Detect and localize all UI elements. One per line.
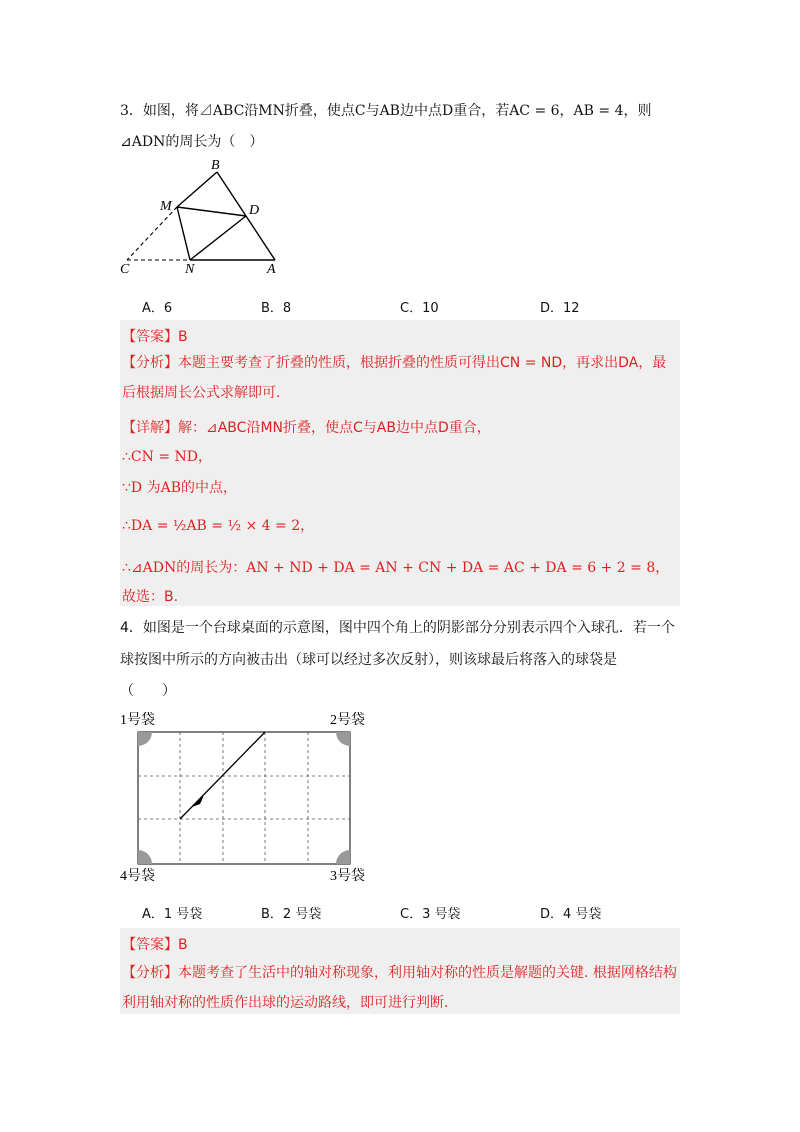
q3-detail-line6: 故选：B. xyxy=(122,589,179,605)
q4-analysis: 【分析】本题考查了生活中的轴对称现象，利用轴对称的性质是解题的关键. 根据网格结构利用轴对称的性质作出球的运动路线，即可进行判断. xyxy=(122,965,677,1011)
label-B: B xyxy=(211,158,220,173)
q3-detail-line4: ∴DA = ½AB = ½ × 4 = 2， xyxy=(122,518,315,534)
label-C: C xyxy=(120,262,130,277)
q3-detail-line1: 【详解】解：⊿ABC沿MN折叠，使点C与AB边中点D重合， xyxy=(122,420,491,436)
q4-option-b: B．2 号袋 xyxy=(261,907,322,922)
pocket-4-label: 4号袋 xyxy=(120,869,155,884)
label-N: N xyxy=(185,262,195,277)
q4-option-d: D．4 号袋 xyxy=(540,907,602,922)
q4-option-a: A．1 号袋 xyxy=(142,907,203,922)
pocket-2-label: 2号袋 xyxy=(330,713,365,728)
pocket-1-shape xyxy=(138,732,152,746)
q3-detail-line3: ∵D 为AB的中点， xyxy=(122,480,237,496)
q3-analysis: 【分析】本题主要考查了折叠的性质，根据折叠的性质可得出CN = ND，再求出DA，最后根据周长公式求解即可. xyxy=(122,355,667,401)
q3-option-a: A．6 xyxy=(142,301,173,316)
label-D: D xyxy=(249,203,260,218)
q4-stem-line1: 4．如图是一个台球桌面的示意图，图中四个角上的阴影部分分别表示四个入球孔．若一个 xyxy=(120,620,675,636)
label-A: A xyxy=(267,262,276,277)
q3-option-c: C．10 xyxy=(400,301,439,316)
q3-detail-line5: ∴⊿ADN的周长为：AN + ND + DA = AN + CN + DA = AC + DA = 6 + 2 = 8， xyxy=(122,560,670,576)
label-M: M xyxy=(160,199,172,214)
q3-triangle-figure xyxy=(110,155,300,280)
q3-option-b: B．8 xyxy=(261,301,292,316)
q4-billiard-figure xyxy=(118,708,378,888)
q3-stem-line2: ⊿ADN的周长为（ ） xyxy=(120,134,264,150)
q3-detail-line2: ∴CN = ND， xyxy=(122,449,212,465)
q4-stem-line3: （ ） xyxy=(120,683,176,699)
pocket-3-shape xyxy=(336,850,350,864)
q3-option-d: D．12 xyxy=(540,301,580,316)
q3-stem-line1: 3．如图，将⊿ABC沿MN折叠，使点C与AB边中点D重合，若AC = 6，AB = 4，则 xyxy=(120,103,652,119)
q4-option-c: C．3 号袋 xyxy=(400,907,461,922)
q4-stem-line2: 球按图中所示的方向被击出（球可以经过多次反射），则该球最后将落入的球袋是 xyxy=(120,652,617,668)
q4-answer: 【答案】B xyxy=(122,937,188,953)
pocket-2-shape xyxy=(336,732,350,746)
pocket-4-shape xyxy=(138,850,152,864)
q3-answer: 【答案】B xyxy=(122,329,188,345)
pocket-1-label: 1号袋 xyxy=(120,713,155,728)
pocket-3-label: 3号袋 xyxy=(330,869,365,884)
